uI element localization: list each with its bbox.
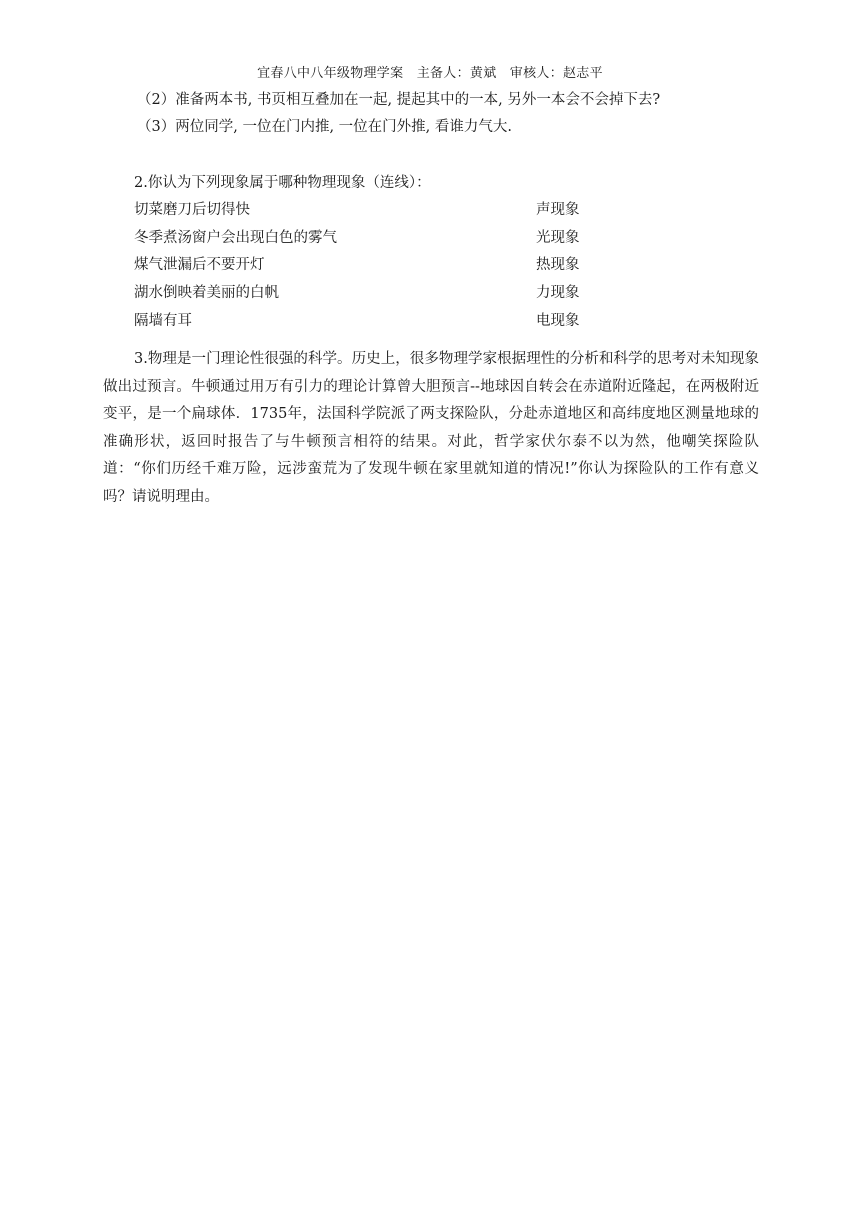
category-item: 光现象 <box>536 230 580 246</box>
phenomenon-item: 切菜磨刀后切得快 <box>134 202 250 218</box>
page-header: 宜春八中八年级物理学案 主备人：黄斌 审核人：赵志平 <box>257 66 603 81</box>
phenomenon-item: 冬季煮汤窗户会出现白色的雾气 <box>134 230 337 246</box>
question-3 <box>103 346 759 512</box>
question-1-item-3: （3）两位同学, 一位在门内推, 一位在门外推, 看谁力气大. <box>137 119 512 135</box>
category-item: 电现象 <box>536 313 580 329</box>
category-item: 热现象 <box>536 257 580 273</box>
question-1-item-2: （2）准备两本书, 书页相互叠加在一起, 提起其中的一本, 另外一本会不会掉下去? <box>137 92 661 108</box>
phenomenon-item: 煤气泄漏后不要开灯 <box>134 257 265 273</box>
category-item: 声现象 <box>536 202 580 218</box>
phenomenon-item: 湖水倒映着美丽的白帆 <box>134 285 279 301</box>
category-item: 力现象 <box>536 285 580 301</box>
phenomenon-item: 隔墙有耳 <box>134 313 192 329</box>
question-3-text: 3.物理是一门理论性很强的科学。历史上，很多物理学家根据理性的分析和科学的思考对未知现象做出过预言。牛顿通过用万有引力的理论计算曾大胆预言--地球因自转会在赤道附近隆起，在两极附近变平，是一个扁球体．1735年，法国科学院派了两支探险队，分赴赤道地区和高纬度地区测量地球的准确形状，返回时报告了与牛顿预言相符的结果。对此，哲学家伏尔泰不以为然，他嘲笑探险队道：“你们历经千难万险，远涉蛮荒为了发现牛顿在家里就知道的情况!”你认为探险队的工作有意义吗？请说明理由。 <box>103 351 759 505</box>
question-2-title: 2.你认为下列现象属于哪种物理现象（连线）： <box>134 175 431 191</box>
